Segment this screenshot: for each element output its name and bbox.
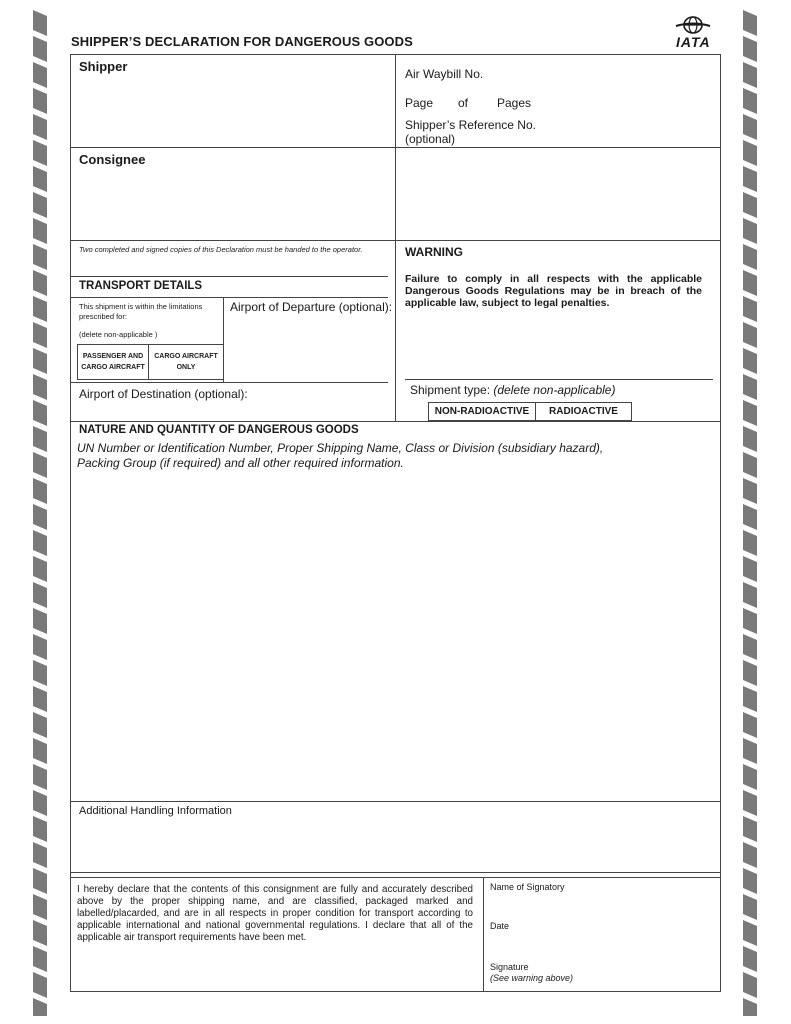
- warning-text: Failure to comply in all respects with the applicable Dangerous Goods Regulations may be in breach of the applicable law, subject to legal penalties.: [405, 273, 702, 309]
- signatory-name-label: Name of Signatory: [490, 882, 565, 892]
- hatch-stripe: [743, 816, 757, 842]
- hatch-stripe: [743, 452, 757, 478]
- nature-title: NATURE AND QUANTITY OF DANGEROUS GOODS: [79, 424, 359, 436]
- hatch-stripe: [33, 192, 47, 218]
- hatch-stripe: [743, 348, 757, 374]
- divider: [70, 421, 721, 422]
- hatch-stripe: [33, 608, 47, 634]
- hatch-stripe: [33, 504, 47, 530]
- hatch-stripe: [743, 556, 757, 582]
- hatch-stripe: [33, 998, 47, 1016]
- hatch-stripe: [743, 140, 757, 166]
- hatch-stripe: [33, 114, 47, 140]
- hatch-stripe: [33, 348, 47, 374]
- hatch-stripe: [33, 634, 47, 660]
- left-hatch-border: [33, 10, 47, 1016]
- hatch-stripe: [33, 478, 47, 504]
- hatch-stripe: [33, 88, 47, 114]
- hatch-stripe: [743, 738, 757, 764]
- hatch-stripe: [33, 400, 47, 426]
- nature-line-2: Packing Group (if required) and all other required information.: [77, 456, 404, 470]
- signature-label: Signature: [490, 962, 529, 972]
- shipment-type-note: (delete non-applicable): [493, 383, 616, 397]
- hatch-stripe: [743, 608, 757, 634]
- column-divider: [395, 54, 396, 421]
- divider: [70, 147, 721, 148]
- hatch-stripe: [743, 296, 757, 322]
- air-waybill-label: Air Waybill No.: [405, 67, 484, 81]
- hatch-stripe: [743, 712, 757, 738]
- hatch-stripe: [743, 10, 757, 36]
- hatch-stripe: [743, 166, 757, 192]
- hatch-stripe: [743, 920, 757, 946]
- hatch-stripe: [743, 244, 757, 270]
- of-label: of: [458, 96, 469, 110]
- hatch-stripe: [743, 36, 757, 62]
- hatch-stripe: [33, 556, 47, 582]
- hatch-stripe: [33, 738, 47, 764]
- signature-note: (See warning above): [490, 973, 574, 983]
- hatch-stripe: [33, 816, 47, 842]
- hatch-stripe: [33, 36, 47, 62]
- hatch-stripe: [743, 192, 757, 218]
- pages-label: Pages: [497, 96, 532, 110]
- shipment-type-text: Shipment type:: [410, 383, 491, 397]
- hatch-stripe: [33, 868, 47, 894]
- hatch-stripe: [33, 946, 47, 972]
- hatch-stripe: [33, 452, 47, 478]
- hatch-stripe: [33, 790, 47, 816]
- hatch-stripe: [743, 218, 757, 244]
- cargo-only-option[interactable]: CARGO AIRCRAFT ONLY: [148, 344, 224, 380]
- hatch-stripe: [33, 582, 47, 608]
- right-hatch-border: [743, 10, 757, 1016]
- hatch-stripe: [33, 920, 47, 946]
- reference-label: Shipper’s Reference No.: [405, 118, 536, 132]
- non-radioactive-option[interactable]: NON-RADIOACTIVE: [428, 402, 536, 421]
- handling-label: Additional Handling Information: [79, 805, 232, 817]
- hatch-stripe: [33, 62, 47, 88]
- hatch-stripe: [743, 998, 757, 1016]
- hatch-stripe: [33, 712, 47, 738]
- hatch-stripe: [743, 270, 757, 296]
- logo-text: IATA: [676, 34, 711, 50]
- shipment-type-label: [410, 383, 615, 397]
- destination-label: Airport of Destination (optional):: [79, 387, 248, 401]
- hatch-stripe: [743, 894, 757, 920]
- passenger-cargo-option[interactable]: PASSENGER AND CARGO AIRCRAFT: [77, 344, 149, 380]
- radioactive-option[interactable]: RADIOACTIVE: [535, 402, 632, 421]
- page-title: SHIPPER’S DECLARATION FOR DANGEROUS GOODS: [71, 34, 413, 49]
- hatch-stripe: [33, 842, 47, 868]
- date-label: Date: [490, 921, 510, 931]
- hatch-stripe: [743, 790, 757, 816]
- hatch-stripe: [743, 400, 757, 426]
- page-label: Page: [405, 96, 434, 110]
- divider: [70, 297, 388, 298]
- hatch-stripe: [33, 244, 47, 270]
- hatch-stripe: [743, 426, 757, 452]
- iata-logo: [668, 15, 718, 51]
- copies-note: Two completed and signed copies of this Declaration must be handed to the operator.: [79, 245, 363, 254]
- hatch-stripe: [743, 764, 757, 790]
- divider: [405, 379, 713, 380]
- divider: [70, 877, 721, 878]
- hatch-stripe: [33, 218, 47, 244]
- divider: [483, 877, 484, 992]
- transport-title: TRANSPORT DETAILS: [79, 280, 203, 292]
- reference-optional: (optional): [405, 132, 456, 146]
- hatch-stripe: [743, 660, 757, 686]
- shipper-label: Shipper: [79, 59, 128, 74]
- hatch-stripe: [33, 296, 47, 322]
- divider: [70, 872, 721, 873]
- declaration-text: I hereby declare that the contents of this consignment are fully and accurately described above by the proper shipping name, and are classified, packaged marked and labelled/placarded, and are in all respects in proper condition for transport according to applicable international and national governmental regulations. I declare that all of the applicable air transport requirements have been met.: [77, 884, 473, 943]
- hatch-stripe: [33, 686, 47, 712]
- hatch-stripe: [33, 426, 47, 452]
- warning-title: WARNING: [405, 245, 463, 259]
- hatch-stripe: [33, 322, 47, 348]
- hatch-stripe: [743, 530, 757, 556]
- consignee-label: Consignee: [79, 152, 146, 167]
- hatch-stripe: [743, 686, 757, 712]
- hatch-stripe: [743, 374, 757, 400]
- hatch-stripe: [33, 530, 47, 556]
- hatch-stripe: [33, 270, 47, 296]
- hatch-stripe: [743, 582, 757, 608]
- hatch-stripe: [33, 894, 47, 920]
- hatch-stripe: [33, 972, 47, 998]
- delete-note: (delete non-applicable ): [79, 330, 158, 339]
- hatch-stripe: [33, 764, 47, 790]
- hatch-stripe: [33, 660, 47, 686]
- limits-text: This shipment is within the limitations prescribed for:: [79, 302, 203, 321]
- nature-line-1: UN Number or Identification Number, Proper Shipping Name, Class or Division (subsidiary hazard),: [77, 441, 604, 455]
- hatch-stripe: [743, 972, 757, 998]
- hatch-stripe: [743, 842, 757, 868]
- departure-label: Airport of Departure (optional):: [230, 300, 393, 314]
- divider: [70, 801, 721, 802]
- divider: [70, 240, 721, 241]
- hatch-stripe: [743, 114, 757, 140]
- hatch-stripe: [743, 634, 757, 660]
- hatch-stripe: [743, 88, 757, 114]
- hatch-stripe: [33, 140, 47, 166]
- hatch-stripe: [33, 10, 47, 36]
- hatch-stripe: [743, 322, 757, 348]
- hatch-stripe: [743, 478, 757, 504]
- hatch-stripe: [33, 166, 47, 192]
- hatch-stripe: [743, 504, 757, 530]
- hatch-stripe: [743, 946, 757, 972]
- divider: [70, 382, 388, 383]
- divider: [70, 276, 388, 277]
- hatch-stripe: [33, 374, 47, 400]
- hatch-stripe: [743, 868, 757, 894]
- hatch-stripe: [743, 62, 757, 88]
